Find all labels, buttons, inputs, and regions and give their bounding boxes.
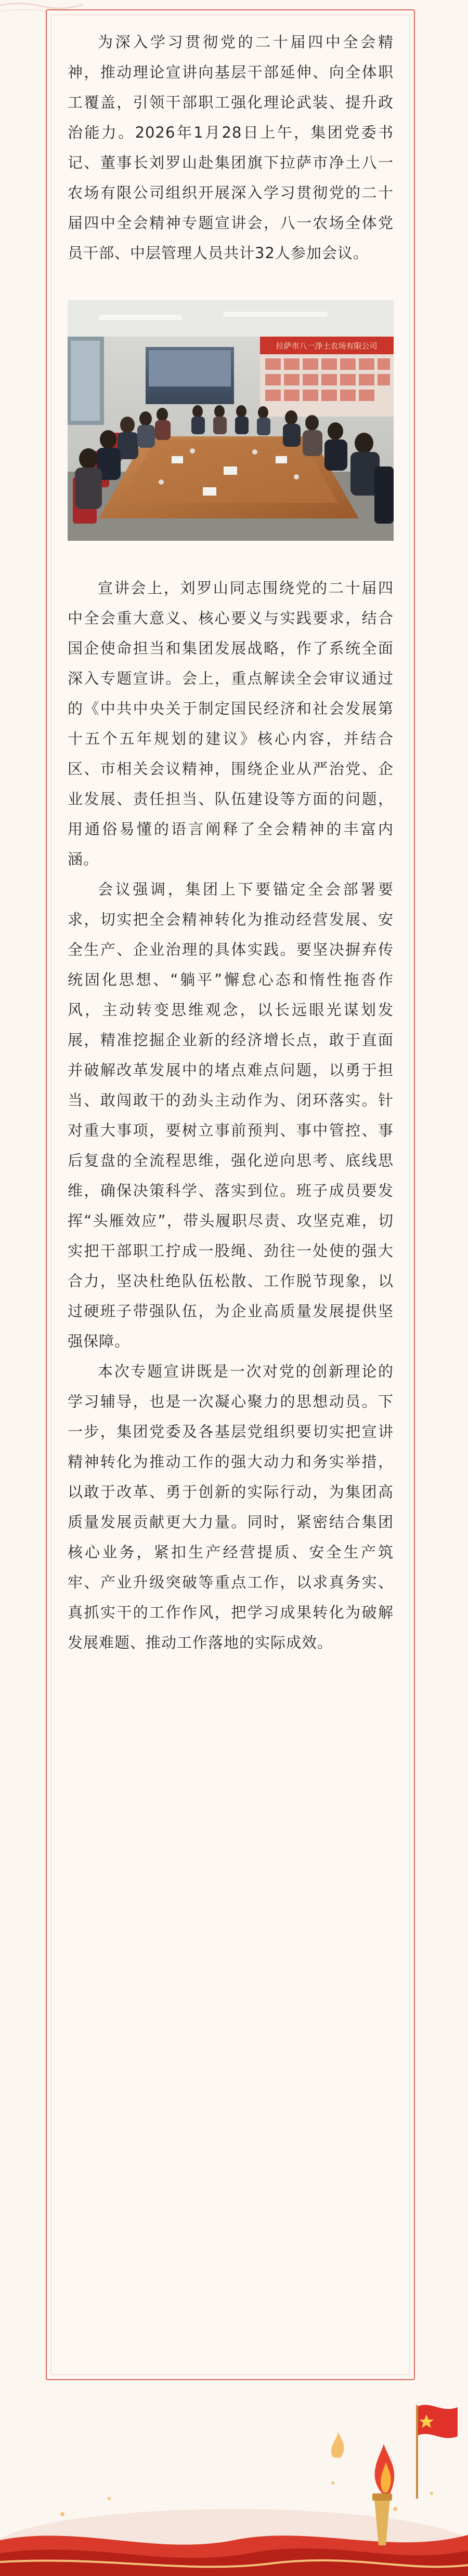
paragraph-speech: 宣讲会上，刘罗山同志围绕党的二十届四中全会重大意义、核心要义与实践要求，结合国企使命担当和集团发展战略，作了系统全面深入专题宣讲。会上，重点解读全会审议通过的《中共中央关于制定国民经济和社会发展第十五个五年规划的建议》核心内容，并结合区、市相关会议精神，围绕企业从严治党、企业发展、责任担当、队伍建设等方面的问题，用通俗易懂的语言阐释了全会精神的丰富内涵。	[68, 579, 394, 868]
meeting-photo	[68, 300, 394, 541]
paragraph-requirements: 会议强调，集团上下要锚定全会部署要求，切实把全会精神转化为推动经营发展、安全生产、企业治理的具体实践。要坚决摒弃传统固化思想、“躺平”懈怠心态和惰性拖沓作风，主动转变思维观念，以长远眼光谋划发展，精准挖掘企业新的经济增长点，敢于直面并破解改革发展中的堵点难点问题，以勇于担当、敢闯敢干的劲头主动作为、闭环落实。针对重大事项，要树立事前预判、事中管控、事后复盘的全流程思维，强化逆向思考、底线思维，确保决策科学、落实到位。班子成员要发挥“头雁效应”，带头履职尽责、攻坚克难，切实把干部职工拧成一股绳、劲往一处使的强大合力，坚决杜绝队伍松散、工作脱节现象，以过硬班子带强队伍，为企业高质量发展提供坚强保障。	[68, 880, 394, 1350]
meeting-photo-image	[68, 300, 394, 541]
bottom-decoration	[0, 2369, 468, 2576]
article-frame	[46, 9, 415, 2380]
article-content	[68, 27, 394, 1658]
flame-icon	[331, 2432, 344, 2458]
photo-banner-text: 拉萨市八一净土农场有限公司	[276, 341, 378, 351]
paragraph-conclusion: 本次专题宣讲既是一次对党的创新理论的学习辅导，也是一次凝心聚力的思想动员。下一步，集团党委及各基层党组织要切实把宣讲精神转化为推动工作的强大动力和务实举措，以敢于改革、勇于创新的实际行动，为集团高质量发展贡献更大力量。同时，紧密结合集团核心业务，紧扣生产经营提质、安全生产筑牢、产业升级突破等重点工作，以求真务实、真抓实干的工作作风，把学习成果转化为破解发展难题、推动工作落地的实际成效。	[68, 1363, 394, 1651]
paragraph-intro: 为深入学习贯彻党的二十届四中全会精神，推动理论宣讲向基层干部延伸、向全体职工覆盖，引领干部职工强化理论武装、提升政治能力。2026年1月28日上午，集团党委书记、董事长刘罗山赴集团旗下拉萨市净土八一农场有限公司组织开展深入学习贯彻党的二十届四中全会精神专题宣讲会，八一农场全体党员干部、中层管理人员共计32人参加会议。	[68, 33, 394, 262]
flag-icon	[416, 2405, 458, 2499]
